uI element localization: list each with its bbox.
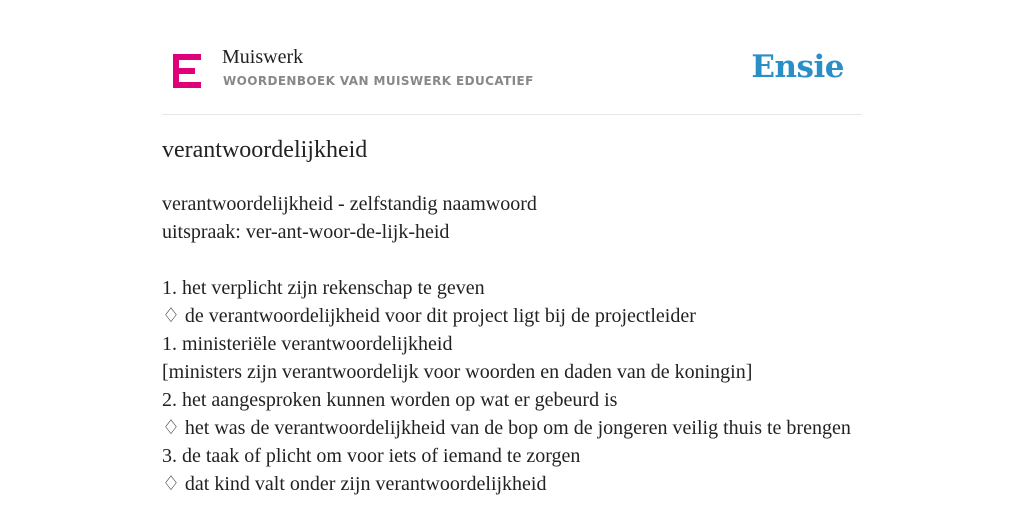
site-header [162, 0, 862, 115]
entry-line: 1. ministeriële verantwoordelijkheid [162, 333, 453, 355]
entry-line: uitspraak: ver-ant-woor-de-lijk-heid [162, 221, 450, 243]
ensie-brand-logo[interactable]: Ensie [751, 49, 844, 85]
muiswerk-logo-icon[interactable] [173, 54, 201, 88]
entry-line: 2. het aangesproken kunnen worden op wat er gebeurd is [162, 389, 618, 411]
entry-line: ♢ dat kind valt onder zijn verantwoordelijkheid [162, 473, 547, 495]
entry-line: [ministers zijn verantwoordelijk voor woorden en daden van de koningin] [162, 361, 753, 383]
entry-line: 3. de taak of plicht om voor iets of iemand te zorgen [162, 445, 581, 467]
entry-line [162, 246, 862, 274]
entry-line: ♢ het was de verantwoordelijkheid van de bop om de jongeren veilig thuis te brengen [162, 417, 851, 439]
site-subtitle: WOORDENBOEK VAN MUISWERK EDUCATIEF [223, 74, 534, 88]
site-name[interactable]: Muiswerk [222, 46, 304, 68]
entry-line: 1. het verplicht zijn rekenschap te geven [162, 277, 485, 299]
dictionary-entry [162, 190, 862, 498]
page-title: verantwoordelijkheid [162, 137, 368, 163]
entry-line: ♢ de verantwoordelijkheid voor dit project ligt bij de projectleider [162, 305, 696, 327]
entry-line: verantwoordelijkheid - zelfstandig naamwoord [162, 193, 537, 215]
